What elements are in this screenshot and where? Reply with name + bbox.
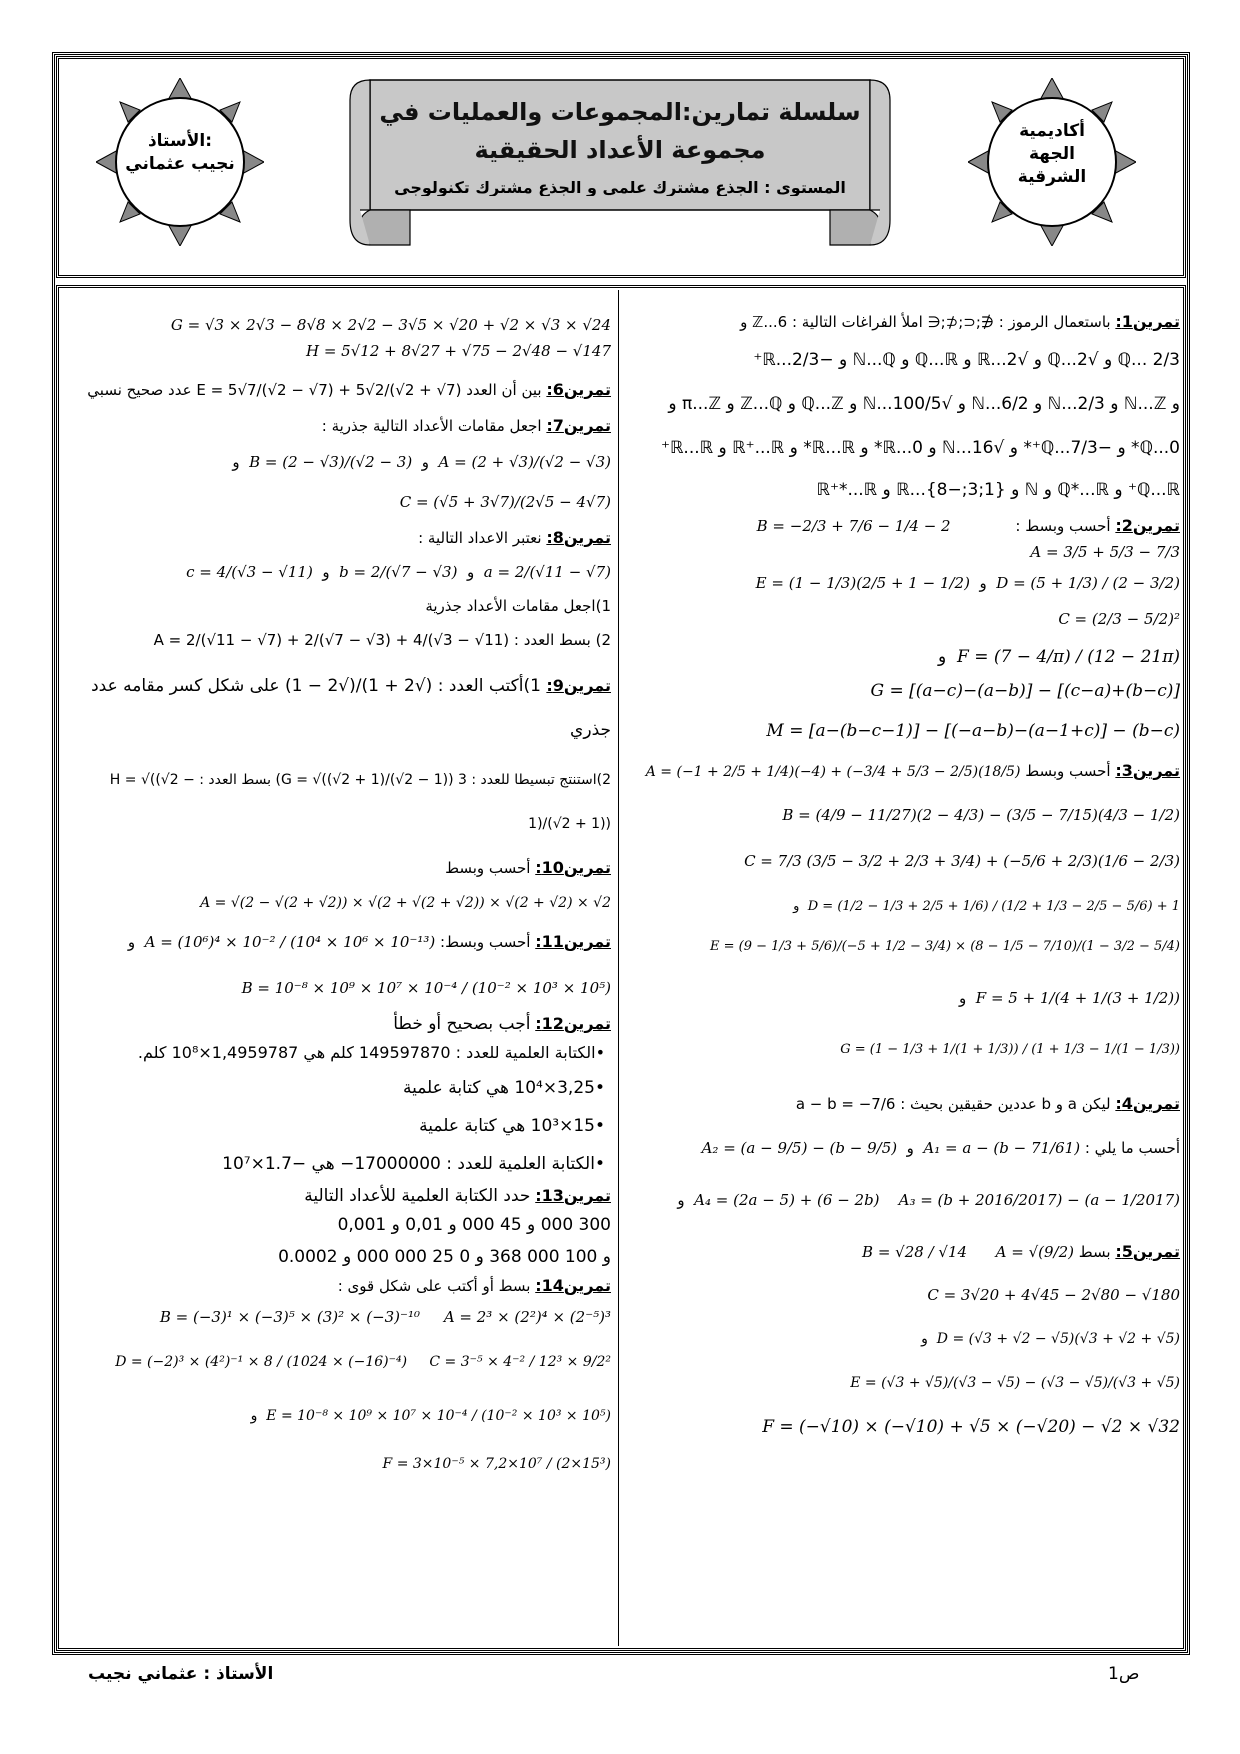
ex3-label: تمرين3: [1115,761,1180,780]
ex3-F: F = 5 + 1/(4 + 1/(3 + 1/2)) [975,989,1180,1007]
ex3-E: E = (9 − 1/3 + 5/6)/(−5 + 1/2 − 3/4) × (8 − 1/5 − 7/10)/(1 − 3/2 − 5/4) [709,939,1180,954]
ex3-text: أحسب وبسط [1025,762,1111,780]
ex12-item-3: 15×10³ هي كتابة علمية [419,1116,595,1136]
ex14-D: D = (−2)³ × (4²)⁻¹ × 8 / (1024 × (−16)⁻⁴) [115,1354,408,1370]
ex14-row-ef: E = 10⁻⁸ × 10⁹ × 10⁷ × 10⁻⁴ / (10⁻² × 10³ × 10⁵) و F = 3×10⁻⁵ × 7,2×10⁷ / (2×15³) [66,1392,611,1488]
ex3-header [632,754,1180,789]
ex12-label: تمرين12: [535,1014,611,1033]
ex14-row-ab [66,1302,611,1332]
ex14-row-cd [66,1338,611,1386]
ex4-A2: A₂ = (a − 9/5) − (b − 9/5) [701,1139,898,1157]
ex8-header [66,528,611,548]
ex10-label: تمرين10: [535,858,611,877]
ex11-text: أحسب وبسط: [440,933,531,951]
page-title-line2: مجموعة الأعداد الحقيقية [474,136,766,164]
teacher-name: نجيب عثماني [125,154,235,174]
ex3-G: G = (1 − 1/3 + 1/(1 + 1/3)) / (1 + 1/3 − 1/(1 − 1/3)) [840,1042,1180,1057]
ex7-A: A = (2 + √3)/(√2 − √3) [438,453,611,471]
ex7-row: A = (2 + √3)/(√2 − √3) و B = (2 − √3)/(√2 − 3) و C = (√5 + 3√7)/(2√5 − 4√7) [66,442,611,522]
ex2-M: M = [a−(b−c−1)] − [(−a−b)−(a−1+c)] − (b−c) [766,721,1180,741]
ex4-A4: A₄ = (2a − 5) + (6 − 2b) [694,1191,880,1209]
ex1-text: باستعمال الرموز : ∉;⊂;⊄;∈ املأ الفراغات التالية : 6...ℤ و [740,313,1111,331]
ex6-text: بين أن العدد E = 5√7/(√2 − √7) + 5√2/(√2 + √7) عدد صحيح نسبي [87,381,542,399]
ex8-b: b = 2/(√7 − √3) [339,563,458,581]
ex5-row-f [632,1411,1180,1443]
list-item: •الكتابة العلمية للعدد : 149597870 كلم هي 1,4959787×10⁸ كلم. [137,1043,605,1062]
ex5-B: B = √28 / √14 [862,1243,968,1261]
ex2-G: G = [(a−c)−(a−b)] − [(c−a)+(b−c)] [870,681,1180,701]
ex2-header [632,516,1180,536]
ex14-text: بسط أو أكتب على شكل قوى : [337,1277,531,1295]
ex3-row-c [632,841,1180,881]
ex14-A: A = 2³ × (2²)⁴ × (2⁻⁵)³ [443,1308,611,1326]
ex5-label: تمرين5: [1115,1242,1180,1261]
academy-line2: الجهة [1029,144,1075,164]
ex11-label: تمرين11: [535,932,611,951]
ex4-header [632,1089,1180,1119]
ex12-item-4: الكتابة العلمية للعدد : 17000000− هي −1.7×10⁷ [222,1154,595,1174]
ex2-A: A = 3/5 + 5/3 − 7/3 [1030,543,1180,561]
ex11-A: A = (10⁶)⁴ × 10⁻² / (10⁴ × 10⁶ × 10⁻¹³) [144,933,436,951]
ex13-text: حدد الكتابة العلمية للأعداد التالية [304,1186,531,1206]
ex7-text: اجعل مقامات الأعداد التالية جذرية : [321,417,542,435]
academy-badge [968,78,1136,246]
ex13-header [66,1186,611,1206]
ex3-D: D = (1/2 − 1/3 + 2/5 + 1/6) / (1/2 + 1/3 − 2/5 − 5/6) + 1 [807,899,1180,914]
list-item: •15×10³ هي كتابة علمية [419,1116,605,1136]
ex8-text: نعتبر الاعداد التالية : [418,529,542,547]
ex5-E: E = (√3 + √5)/(√3 − √5) − (√3 − √5)/(√3 + √5) [850,1375,1180,1391]
ex11-row-b [66,968,611,1008]
ex8-row: a = 2/(√11 − √7) و b = 2/(√7 − √3) و c = 4/(√3 − √11) [66,554,611,590]
ex4-row-a34: A₃ = (b + 2016/2017) − (a − 1/2017) A₄ = (2a − 5) + (6 − 2b) و [632,1177,1180,1223]
ex3-C: C = 7/3 (3/5 − 3/2 + 2/3 + 3/4) + (−5/6 + 2/3)(1/6 − 2/3) [744,852,1180,870]
ex4-label: تمرين4: [1115,1094,1180,1113]
list-item: •3,25×10⁴ هي كتابة علمية [402,1078,605,1098]
ex5-row-g [66,312,611,338]
ex12-item-2: 3,25×10⁴ هي كتابة علمية [402,1078,595,1098]
ex7-header [66,416,611,436]
ex6 [66,370,611,410]
academy-line1: أكاديمية [1019,121,1085,141]
ex2-D: D = (5 + 1/3) / (2 − 3/2) [996,574,1180,592]
ex13-line1: 300 000 و 45 000 و 0,01 و 0,001 [337,1215,611,1235]
right-column [632,312,1180,1449]
ex14-E: E = 10⁻⁸ × 10⁹ × 10⁷ × 10⁻⁴ / (10⁻² × 10³ × 10⁵) [266,1408,611,1424]
ex1-line2: 2/3 ...ℚ و √2...ℚ و √2...ℝ و ℚ...ℝ و ℕ...ℚ و −2/3...ℝ⁺ [753,350,1180,370]
ex5-header [632,1231,1180,1273]
ex11-B: B = 10⁻⁸ × 10⁹ × 10⁷ × 10⁻⁴ / (10⁻² × 10³ × 10⁵) [241,979,611,997]
ex1-header [632,312,1180,332]
ex8-q2: 2) بسط العدد : A = 2/(√11 − √7) + 2/(√7 − √3) + 4/(√3 − √11) [153,631,611,649]
ex8-q1: 1)اجعل مقامات الأعداد جذرية [425,597,611,615]
ex3-row-de: D = (1/2 − 1/3 + 2/5 + 1/6) / (1/2 + 1/3 − 2/5 − 5/6) + 1 و E = (9 − 1/3 + 5/6)/(−5 + 1/2 − 3/4) × (8 − 1/5 − 7/10)/(1 − 3/2 − 5/4) [632,887,1180,967]
column-divider [618,290,619,1646]
ex14-F: F = 3×10⁻⁵ × 7,2×10⁷ / (2×15³) [382,1456,611,1472]
ex2-E: E = (1 − 1/3)(2/5 + 1 − 1/2) [755,574,970,592]
ex5-row-h [66,338,611,364]
ex9-text: 1)أكتب العدد : (√2 + 1)/(√2 − 1) على شكل كسر مقامه عدد جذري [91,676,611,740]
teacher-badge [96,78,264,246]
ex4-text: ليكن a و b عددين حقيقين بحيث : a − b = −7/6 [795,1095,1111,1113]
ex10-A: A = √(2 − √(2 + √2)) × √(2 + √(2 + √2)) × √(2 + √2) × √2 [200,895,611,911]
academy-line3: الشرقية [1017,167,1087,187]
ex5-text: بسط [1078,1243,1111,1261]
ex2-row-a [632,542,1180,562]
ex1-line5: ℚ...ℝ⁺ و ℚ*...ℝ و ℕ و {1;3;−8}...ℝ و ℝ⁺*...ℝ [816,480,1180,500]
ex9 [66,664,611,752]
ex9-label: تمرين9: [546,676,611,695]
ex10 [66,852,611,884]
ex2-row-c [632,604,1180,634]
level-subtitle: المستوى : الجذع مشترك علمي و الجذع مشترك تكنولوجي [394,178,846,196]
ex3-B: B = (4/9 − 11/27)(2 − 4/3) − (3/5 − 7/15)(4/3 − 1/2) [782,806,1180,824]
ex5-row-de: D = (√3 + √2 − √5)(√3 + √2 + √5) و E = (√3 + √5)/(√3 − √5) − (√3 − √5)/(√3 + √5) [632,1317,1180,1405]
list-item: •الكتابة العلمية للعدد : 17000000− هي −1.7×10⁷ [222,1154,605,1174]
ex5-row-c [632,1279,1180,1311]
ex7-C: C = (√5 + 3√7)/(2√5 − 4√7) [399,493,611,511]
ex8-a: a = 2/(√11 − √7) [483,563,611,581]
ex10-text: أحسب وبسط [445,859,531,877]
ex4-A3: A₃ = (b + 2016/2017) − (a − 1/2017) [898,1191,1180,1209]
ex3-row-b [632,795,1180,835]
ex2-label: تمرين2: [1115,516,1180,535]
ex1-label: تمرين1: [1115,312,1180,331]
ex13-line2: و 100 000 368 و 0 25 000 000 و 0.0002 [278,1247,611,1267]
ex5-A: A = √(9/2) [995,1243,1074,1261]
ex4-row-a12: أحسب ما يلي : A₁ = a − (b − 71/61) و A₂ = (a − 9/5) − (b − 9/5) [632,1125,1180,1171]
ex5-G: G = √3 × 2√3 − 8√8 × 2√2 − 3√5 × √20 + √2 × √3 × √24 [170,316,611,334]
ex3-A: A = (−1 + 2/5 + 1/4)(−4) + (−3/4 + 5/3 − 2/5)(18/5) [645,764,1021,780]
ex5-C: C = 3√20 + 4√45 − 2√80 − √180 [927,1286,1180,1304]
left-column [66,312,611,1494]
ex7-B: B = (2 − √3)/(√2 − 3) [249,453,413,471]
page-number: ص1 [1108,1664,1140,1684]
ex2-row-fg: F = (7 − 4/π) / (12 − 21π) و G = [(a−c)−(a−b)] − [(c−a)+(b−c)] [632,640,1180,708]
ex9-q2: 2)استنتج تبسيطا للعدد : G = √((√2 + 1)/(√2 − 1)) 3) بسط العدد : H = √((√2 − 1)/(√2 + 1)) [109,772,611,832]
ex1-line3: و ℕ...ℤ و 2/3...ℕ و 6/2...ℕ و √100/5...ℕ و ℚ...ℤ و ℤ...ℚ و π...ℤ و [668,394,1180,414]
ex2-row-de: D = (5 + 1/3) / (2 − 3/2) و E = (1 − 1/3)(2/5 + 1 − 1/2) [632,568,1180,598]
ex5-D: D = (√3 + √2 − √5)(√3 + √2 + √5) [936,1331,1180,1347]
footer-author: الأستاذ : عثماني نجيب [88,1664,274,1684]
ex2-text: أحسب وبسط : [1015,517,1111,535]
ex12-text: أجب بصحيح أو خطأ [393,1014,531,1034]
page-title: سلسلة تمارين:المجموعات والعمليات في [379,98,861,126]
ex2-C: C = (2/3 − 5/2)² [1058,610,1180,628]
ex14-label: تمرين14: [535,1276,611,1295]
ex5-F: F = (−√10) × (−√10) + √5 × (−√20) − √2 × √32 [762,1417,1180,1437]
ex12-item-1: الكتابة العلمية للعدد : 149597870 كلم هي 1,4959787×10⁸ كلم. [137,1043,596,1062]
ex12-header [66,1014,611,1034]
ex8-label: تمرين8: [546,528,611,547]
ex1-line4: 0...ℚ* و −7/3...ℚ⁺* و √16...ℕ و 0...ℝ* و ℝ...ℝ* و ℝ⁺...ℝ و ℝ...ℝ⁺ [660,438,1180,458]
ex2-F: F = (7 − 4/π) / (12 − 21π) [957,647,1180,667]
ex4-ask: أحسب ما يلي : [1084,1139,1180,1157]
ex2-B: B = −2/3 + 7/6 − 1/4 − 2 [756,517,951,535]
ex14-header [66,1276,611,1296]
ex8-c: c = 4/(√3 − √11) [186,563,313,581]
ex3-row-fg: F = 5 + 1/(4 + 1/(3 + 1/2)) و G = (1 − 1/3 + 1/(1 + 1/3)) / (1 + 1/3 − 1/(1 − 1/3)) [632,973,1180,1075]
ex14-B: B = (−3)¹ × (−3)⁵ × (3)² × (−3)⁻¹⁰ [159,1308,420,1326]
ex6-label: تمرين6: [546,380,611,399]
ex13-label: تمرين13: [535,1186,611,1205]
ex2-row-m [632,714,1180,748]
teacher-title: الأستاذ: [147,131,213,151]
ex10-row [66,890,611,916]
ex4-A1: A₁ = a − (b − 71/61) [923,1139,1081,1157]
ex7-label: تمرين7: [546,416,611,435]
ex14-C: C = 3⁻⁵ × 4⁻² / 12³ × 9/2² [429,1354,611,1370]
ex11: تمرين11: أحسب وبسط: A = (10⁶)⁴ × 10⁻² / (10⁴ × 10⁶ × 10⁻¹³) و [66,922,611,962]
ex5-H: H = 5√12 + 8√27 + √75 − 2√48 − √147 [305,342,611,360]
